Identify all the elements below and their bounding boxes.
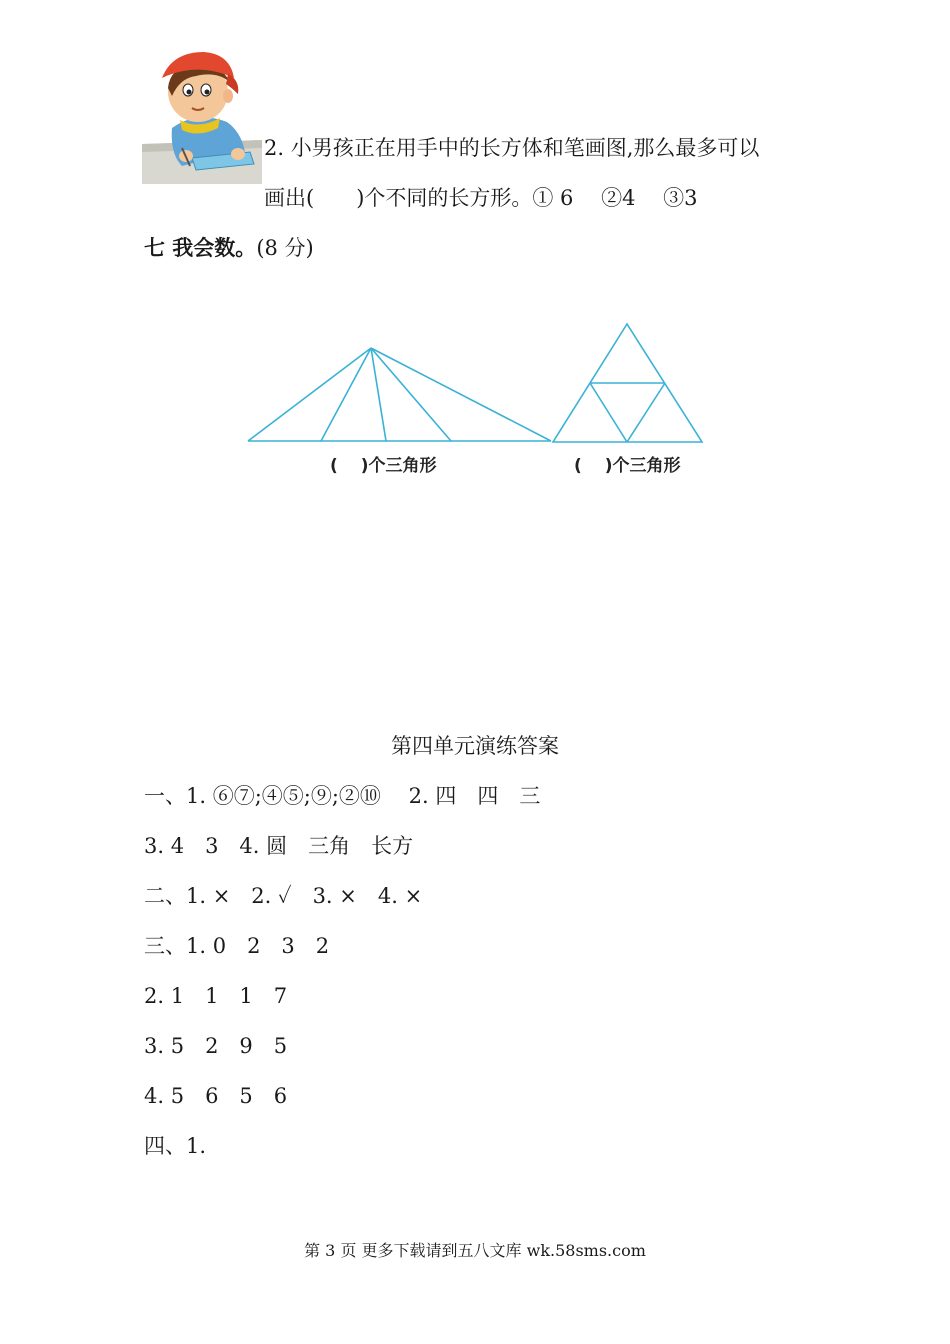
answer-line-2: 3. 4 3 4. 圆 三角 长方 [144,834,414,858]
section-7-score: (8 分) [256,236,314,260]
answer-line-4: 三、1. 0 2 3 2 [144,934,330,958]
boy-drawing-illustration [142,48,262,184]
answer-line-5: 2. 1 1 1 7 [144,984,288,1008]
answer-line-1: 一、1. ⑥⑦;④⑤;⑨;②⑩ 2. 四 四 三 [144,784,541,808]
answer-line-8: 四、1. [144,1134,207,1158]
answer-line-6: 3. 5 2 9 5 [144,1034,288,1058]
right-figure-caption: ( )个三角形 [574,456,681,476]
right-triangle-figure [548,318,708,448]
answers-title: 第四单元演练答案 [391,734,559,758]
right-figure-lines [553,324,702,442]
page-footer: 第 3 页 更多下载请到五八文库 wk.58sms.com [304,1241,646,1260]
left-triangle-figure [240,340,560,450]
left-figure-caption: ( )个三角形 [330,456,437,476]
answer-line-7: 4. 5 6 5 6 [144,1084,288,1108]
question-2-line-2: 画出( )个不同的长方形。① 6 ②4 ③3 [264,186,698,210]
left-figure-lines [248,348,551,441]
question-2-line-1: 2. 小男孩正在用手中的长方体和笔画图,那么最多可以 [264,136,760,160]
section-7-heading [144,234,314,262]
answer-line-3: 二、1. × 2. ✓ 3. × 4. × [144,884,423,908]
section-7-title: 七 我会数。 [144,235,257,260]
